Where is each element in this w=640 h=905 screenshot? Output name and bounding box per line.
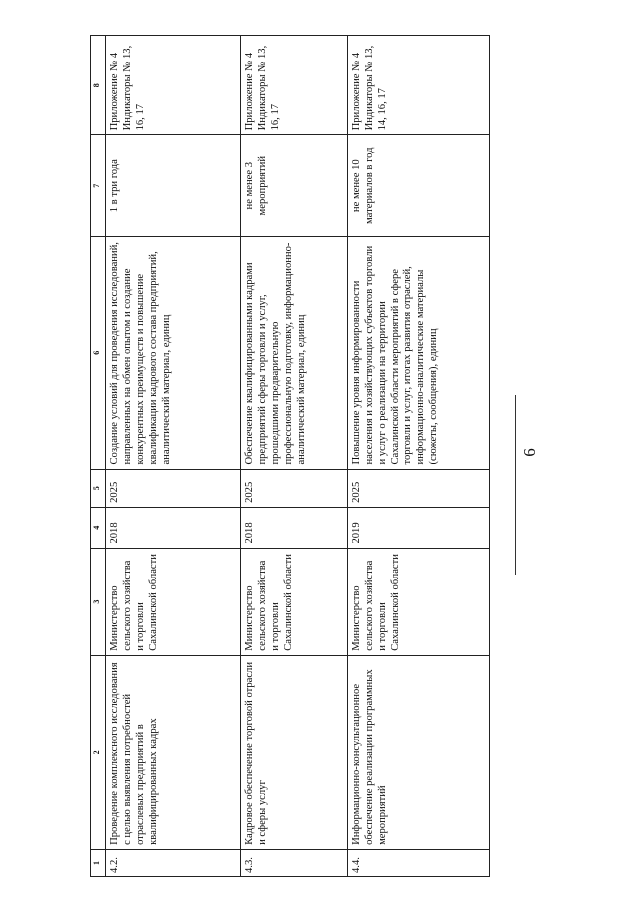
col-header: 6 bbox=[91, 237, 106, 470]
row-end-year: 2025 bbox=[241, 469, 348, 507]
col-header: 2 bbox=[91, 655, 106, 849]
row-name: Проведение комплексного исследования с целью выявления потребностей отраслевых предприятий в квалифицированных кадрах bbox=[106, 655, 241, 849]
col-header: 4 bbox=[91, 507, 106, 548]
table-row bbox=[241, 36, 348, 877]
row-start-year: 2018 bbox=[106, 507, 241, 548]
row-value: не менее 3 мероприятий bbox=[241, 135, 348, 237]
col-header: 8 bbox=[91, 36, 106, 135]
row-number: 4.2. bbox=[106, 849, 241, 876]
table-header-row bbox=[91, 36, 106, 877]
row-number: 4.3. bbox=[241, 849, 348, 876]
row-link: Приложение № 4 Индикаторы № 13, 16, 17 bbox=[241, 36, 348, 135]
row-start-year: 2019 bbox=[347, 507, 489, 548]
row-value: не менее 10 материалов в год bbox=[347, 135, 489, 237]
col-header: 7 bbox=[91, 135, 106, 237]
separator-line bbox=[515, 395, 516, 575]
row-link: Приложение № 4 Индикаторы № 13, 16, 17 bbox=[106, 36, 241, 135]
page-number: 6 bbox=[520, 448, 539, 457]
rotated-page bbox=[90, 0, 640, 905]
col-header: 5 bbox=[91, 469, 106, 507]
row-link: Приложение № 4 Индикаторы № 13, 14, 16, 17 bbox=[347, 36, 489, 135]
row-start-year: 2018 bbox=[241, 507, 348, 548]
row-result: Повышение уровня информированности населения и хозяйствующих субъектов торговли и услуг о реализации на территории Сахалинской области мероприятий в сфере торговли и услуг, итогах развития отраслей, информационно-аналитические материалы (сюжеты, сообщения), единиц bbox=[347, 237, 489, 470]
col-header: 3 bbox=[91, 548, 106, 655]
row-result: Создание условий для проведения исследований, направленных на обмен опытом и создание конкурентных преимуществ и повышение квалификации кадрового состава предприятий, аналитический материал, единиц bbox=[106, 237, 241, 470]
col-header: 1 bbox=[91, 849, 106, 876]
program-table bbox=[90, 35, 490, 877]
row-executor: Министерство сельского хозяйства и торговли Сахалинской области bbox=[106, 548, 241, 655]
table-row bbox=[347, 36, 489, 877]
row-number: 4.4. bbox=[347, 849, 489, 876]
table-row bbox=[106, 36, 241, 877]
row-name: Информационно-консультационное обеспечение реализации программных мероприятий bbox=[347, 655, 489, 849]
row-end-year: 2025 bbox=[106, 469, 241, 507]
row-end-year: 2025 bbox=[347, 469, 489, 507]
row-value: 1 в три года bbox=[106, 135, 241, 237]
row-executor: Министерство сельского хозяйства и торговли Сахалинской области bbox=[347, 548, 489, 655]
row-executor: Министерство сельского хозяйства и торговли Сахалинской области bbox=[241, 548, 348, 655]
row-name: Кадровое обеспечение торговой отрасли и сферы услуг bbox=[241, 655, 348, 849]
row-result: Обеспечение квалифицированными кадрами предприятий сферы торговли и услуг, прошедшими предварительную профессиональную подготовку, информационно-аналитический материал, единиц bbox=[241, 237, 348, 470]
